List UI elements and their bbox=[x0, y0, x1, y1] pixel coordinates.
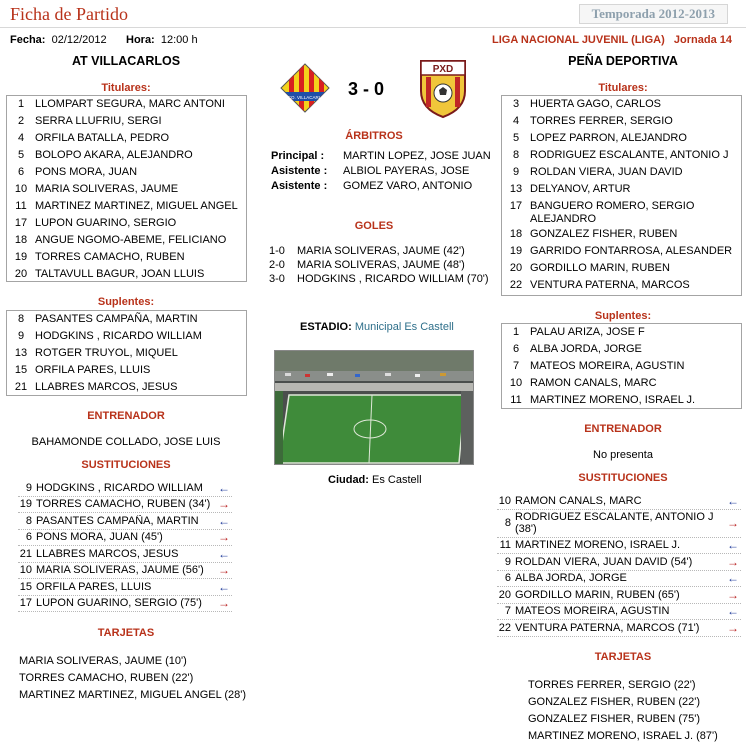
list-item[interactable]: 1 PALAU ARIZA, JOSE F bbox=[512, 326, 645, 338]
home-team-name: AT VILLACARLOS bbox=[71, 54, 181, 68]
list-item[interactable]: 3 HUERTA GAGO, CARLOS bbox=[512, 98, 662, 110]
goals-title: GOLES bbox=[354, 220, 394, 232]
goal-row: 1-0 MARIA SOLIVERAS, JAUME (42') bbox=[269, 245, 465, 257]
away-substitutions-list bbox=[497, 493, 741, 637]
away-team-badge bbox=[418, 57, 468, 122]
substitution-row[interactable]: 11 MARTINEZ MORENO, ISRAEL J. ← bbox=[497, 538, 741, 555]
arrow-right-icon: → bbox=[727, 620, 739, 635]
substitution-row[interactable]: 7 MATEOS MOREIRA, AGUSTIN ← bbox=[497, 604, 741, 621]
list-item[interactable]: 9 HODGKINS , RICARDO WILLIAM bbox=[17, 330, 202, 342]
list-item[interactable]: 15 ORFILA PARES, LLUIS bbox=[14, 364, 151, 376]
substitution-row[interactable]: 10 MARIA SOLIVERAS, JAUME (56') → bbox=[19, 563, 230, 578]
league-name: LIGA NACIONAL JUVENIL (LIGA) bbox=[491, 34, 665, 46]
stadium-info bbox=[300, 321, 454, 333]
list-item[interactable]: 20 TALTAVULL BAGUR, JOAN LLUIS bbox=[14, 268, 205, 280]
list-item[interactable]: 9 ROLDAN VIERA, JUAN DAVID bbox=[512, 166, 683, 178]
substitution-row[interactable]: 8 PASANTES CAMPAÑA, MARTIN ← bbox=[18, 513, 232, 530]
stadium-link[interactable]: Municipal Es Castell bbox=[354, 321, 454, 333]
home-starters-list bbox=[6, 95, 247, 282]
list-item[interactable]: 4 TORRES FERRER, SERGIO bbox=[512, 115, 673, 127]
card-item: GONZALEZ FISHER, RUBEN (22') bbox=[528, 696, 701, 708]
list-item[interactable]: 10 MARIA SOLIVERAS, JAUME bbox=[14, 183, 179, 195]
away-substitutions-title: SUSTITUCIONES bbox=[578, 472, 668, 484]
list-item[interactable]: 17 LUPON GUARINO, SERGIO bbox=[14, 217, 177, 229]
arrow-right-icon: → bbox=[218, 530, 230, 545]
list-item[interactable]: 8 PASANTES CAMPAÑA, MARTIN bbox=[17, 313, 198, 325]
card-item: MARIA SOLIVERAS, JAUME (10') bbox=[19, 655, 187, 667]
arrow-right-icon: → bbox=[218, 497, 230, 512]
round-number: Jornada 14 bbox=[673, 34, 732, 46]
time-value: 12:00 h bbox=[160, 34, 198, 46]
referees-title: ÁRBITROS bbox=[345, 130, 403, 142]
home-coach-name: BAHAMONDE COLLADO, JOSE LUIS bbox=[31, 436, 221, 448]
away-subs-list bbox=[501, 323, 742, 409]
stadium-photo[interactable] bbox=[274, 350, 474, 465]
page-title: Ficha de Partido bbox=[10, 4, 128, 24]
arrow-right-icon: → bbox=[218, 596, 230, 611]
goal-row: 3-0 HODGKINS , RICARDO WILLIAM (70') bbox=[269, 273, 489, 285]
card-item: TORRES FERRER, SERGIO (22') bbox=[528, 679, 696, 691]
list-item[interactable]: 5 BOLOPO AKARA, ALEJANDRO bbox=[17, 149, 193, 161]
substitution-row[interactable]: 15 ORFILA PARES, LLUIS ← bbox=[19, 579, 230, 594]
header-bar bbox=[0, 0, 746, 28]
match-score: 3 - 0 bbox=[348, 79, 385, 99]
away-subs-title: Suplentes: bbox=[594, 310, 652, 322]
arrow-left-icon: ← bbox=[727, 538, 739, 553]
svg-text:PXD: PXD bbox=[432, 64, 454, 75]
svg-text:ATCO. VILLACARLOS: ATCO. VILLACARLOS bbox=[282, 95, 328, 100]
arrow-left-icon: ← bbox=[218, 513, 230, 528]
list-item[interactable]: 11 MARTINEZ MARTINEZ, MIGUEL ANGEL bbox=[15, 200, 238, 212]
arrow-right-icon: → bbox=[727, 516, 739, 530]
list-item[interactable]: 19 TORRES CAMACHO, RUBEN bbox=[14, 251, 185, 263]
home-cards-title: TARJETAS bbox=[97, 627, 155, 639]
season-badge[interactable]: Temporada 2012-2013 bbox=[579, 4, 728, 24]
away-coach-name: No presenta bbox=[593, 449, 653, 461]
away-cards-title: TARJETAS bbox=[594, 651, 652, 663]
list-item[interactable]: 21 LLABRES MARCOS, JESUS bbox=[14, 381, 178, 393]
substitution-row[interactable]: 19 TORRES CAMACHO, RUBEN (34') → bbox=[19, 497, 230, 512]
list-item[interactable]: 22 VENTURA PATERNA, MARCOS bbox=[509, 279, 690, 291]
match-date bbox=[10, 34, 107, 46]
away-coach-title: ENTRENADOR bbox=[584, 423, 662, 435]
home-subs-list bbox=[6, 310, 247, 396]
arrow-right-icon: → bbox=[218, 563, 230, 578]
list-item[interactable]: 2 SERRA LLUFRIU, SERGI bbox=[17, 115, 162, 127]
arrow-left-icon: ← bbox=[218, 480, 230, 495]
substitution-row[interactable]: 21 LLABRES MARCOS, JESUS ← bbox=[19, 546, 230, 561]
list-item[interactable]: 17 BANGUERO ROMERO, SERGIO ALEJANDRO bbox=[509, 200, 695, 225]
referee-row: Asistente : GOMEZ VARO, ANTONIO bbox=[271, 180, 473, 192]
list-item[interactable]: 18 GONZALEZ FISHER, RUBEN bbox=[509, 228, 678, 240]
city-name: Es Castell bbox=[372, 474, 422, 486]
card-item: MARTINEZ MARTINEZ, MIGUEL ANGEL (28') bbox=[19, 689, 247, 701]
arrow-right-icon: → bbox=[727, 554, 739, 569]
date-label: Fecha: bbox=[10, 34, 46, 46]
home-substitutions-title: SUSTITUCIONES bbox=[81, 459, 171, 471]
list-item[interactable]: 1 LLOMPART SEGURA, MARC ANTONI bbox=[17, 98, 225, 110]
list-item[interactable]: 19 GARRIDO FONTARROSA, ALESANDER bbox=[509, 245, 733, 257]
substitution-row[interactable]: 20 GORDILLO MARIN, RUBEN (65') → bbox=[498, 587, 739, 602]
referees-list bbox=[271, 149, 491, 194]
home-team-badge bbox=[279, 62, 331, 117]
stadium-label: ESTADIO: bbox=[300, 321, 352, 333]
list-item[interactable]: 13 ROTGER TRUYOL, MIQUEL bbox=[14, 347, 178, 359]
card-item: TORRES CAMACHO, RUBEN (22') bbox=[19, 672, 194, 684]
list-item[interactable]: 20 GORDILLO MARIN, RUBEN bbox=[509, 262, 670, 274]
arrow-right-icon: → bbox=[727, 587, 739, 602]
substitution-row[interactable]: 22 VENTURA PATERNA, MARCOS (71') → bbox=[498, 620, 739, 635]
list-item[interactable]: 13 DELYANOV, ARTUR bbox=[509, 183, 631, 195]
arrow-left-icon: ← bbox=[218, 579, 230, 594]
list-item[interactable]: 10 RAMON CANALS, MARC bbox=[509, 377, 657, 389]
substitution-row[interactable]: 10 RAMON CANALS, MARC ← bbox=[498, 493, 739, 508]
home-subs-title: Suplentes: bbox=[97, 296, 155, 308]
list-item[interactable]: 5 LOPEZ PARRON, ALEJANDRO bbox=[512, 132, 687, 144]
away-starters-title: Titulares: bbox=[598, 82, 648, 94]
match-time bbox=[126, 34, 198, 46]
substitution-row[interactable]: 8 RODRIGUEZ ESCALANTE, ANTONIO J (38') → bbox=[497, 510, 741, 538]
away-starters-list bbox=[501, 95, 742, 296]
arrow-left-icon: ← bbox=[727, 493, 739, 508]
home-substitutions-list bbox=[18, 480, 232, 612]
home-coach-title: ENTRENADOR bbox=[87, 410, 165, 422]
arrow-left-icon: ← bbox=[727, 571, 739, 586]
list-item[interactable]: 6 PONS MORA, JUAN bbox=[17, 166, 138, 178]
substitution-row[interactable]: 6 ALBA JORDA, JORGE ← bbox=[497, 571, 741, 588]
substitution-row[interactable]: 9 ROLDAN VIERA, JUAN DAVID (54') → bbox=[497, 554, 741, 571]
list-item[interactable]: 18 ANGUE NGOMO-ABEME, FELICIANO bbox=[14, 234, 227, 246]
substitution-row[interactable]: 9 HODGKINS , RICARDO WILLIAM ← bbox=[18, 480, 232, 497]
card-item: MARTINEZ MORENO, ISRAEL J. (87') bbox=[528, 730, 718, 742]
league-info bbox=[492, 34, 732, 46]
referee-row: Asistente : ALBIOL PAYERAS, JOSE bbox=[271, 165, 470, 177]
arrow-left-icon: ← bbox=[727, 604, 739, 619]
away-team-name: PEÑA DEPORTIVA bbox=[568, 54, 678, 68]
arrow-left-icon: ← bbox=[218, 546, 230, 561]
list-item[interactable]: 4 ORFILA BATALLA, PEDRO bbox=[17, 132, 170, 144]
list-item[interactable]: 8 RODRIGUEZ ESCALANTE, ANTONIO J bbox=[512, 149, 729, 161]
time-label: Hora: bbox=[126, 34, 155, 46]
away-cards-list bbox=[528, 677, 718, 745]
home-cards-list bbox=[19, 653, 246, 704]
city-label: Ciudad: bbox=[328, 474, 369, 486]
list-item[interactable]: 11 MARTINEZ MORENO, ISRAEL J. bbox=[510, 394, 696, 406]
substitution-row[interactable]: 6 PONS MORA, JUAN (45') → bbox=[18, 530, 232, 547]
city-info bbox=[328, 474, 422, 486]
date-value: 02/12/2012 bbox=[51, 34, 107, 46]
substitution-row[interactable]: 17 LUPON GUARINO, SERGIO (75') → bbox=[19, 596, 230, 611]
referee-row: Principal : MARTIN LOPEZ, JOSE JUAN bbox=[271, 150, 491, 162]
list-item[interactable]: 6 ALBA JORDA, JORGE bbox=[512, 343, 642, 355]
list-item[interactable]: 7 MATEOS MOREIRA, AGUSTIN bbox=[512, 360, 685, 372]
goals-list bbox=[269, 244, 489, 286]
card-item: GONZALEZ FISHER, RUBEN (75') bbox=[528, 713, 701, 725]
home-starters-title: Titulares: bbox=[101, 82, 151, 94]
goal-row: 2-0 MARIA SOLIVERAS, JAUME (48') bbox=[269, 259, 465, 271]
